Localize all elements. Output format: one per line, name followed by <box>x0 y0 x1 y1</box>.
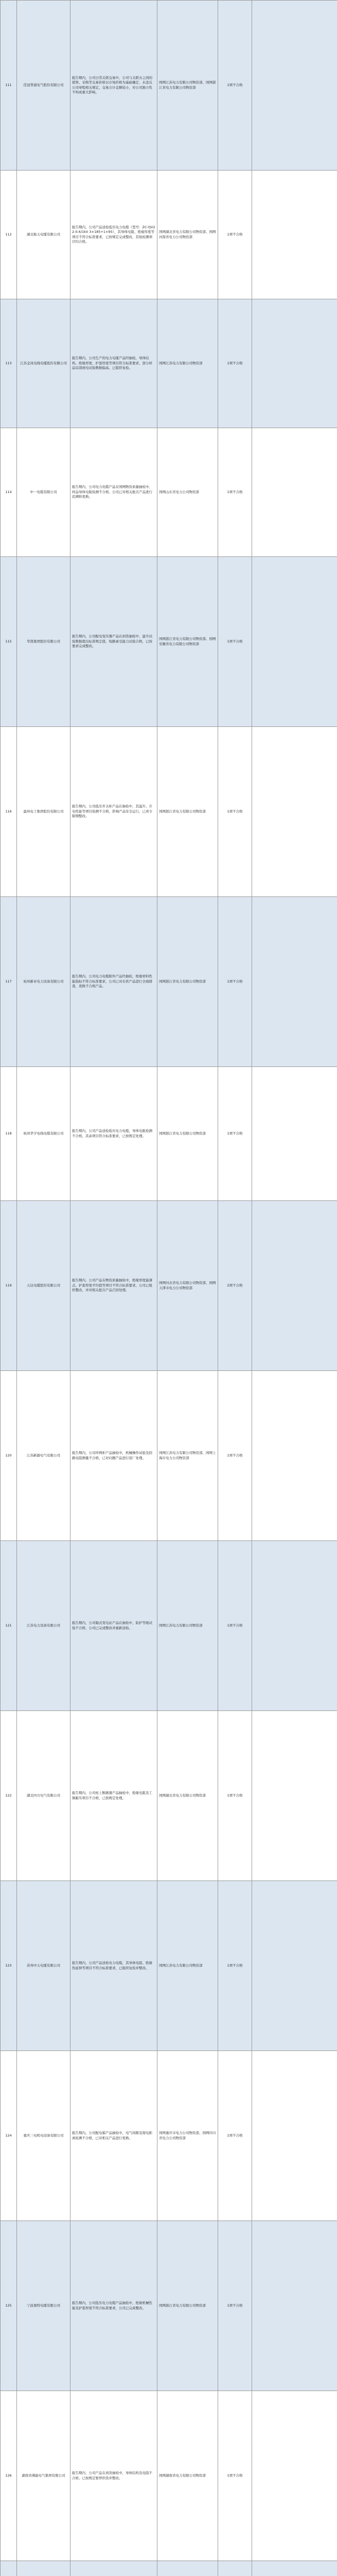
table-row <box>1 2561 337 2576</box>
company-name <box>17 2561 70 2576</box>
result: 1项不合格 <box>218 1881 252 2051</box>
result: 1项不合格 <box>218 727 252 897</box>
department: 国网江苏电力有限公司物资部、国网上海市电力公司物资部 <box>157 1371 218 1541</box>
result: 1项不合格 <box>218 1711 252 1881</box>
result: 1项不合格 <box>218 2051 252 2221</box>
blank-cell <box>252 1371 337 1541</box>
table-row <box>1 1201 337 1371</box>
company-name: 中一电缆有限公司 <box>17 428 70 557</box>
blank-cell <box>252 1541 337 1711</box>
company-name: 温州电工集团股份有限公司 <box>17 727 70 897</box>
blank-cell <box>252 171 337 299</box>
company-name: 佳冠普通电气股份有限公司 <box>17 1 70 171</box>
blank-cell <box>252 2221 337 2391</box>
row-number: 123 <box>1 1881 17 2051</box>
row-number <box>1 2561 17 2576</box>
result: 1项不合格 <box>218 2221 252 2391</box>
table-row <box>1 1881 337 2051</box>
blank-cell <box>252 2391 337 2561</box>
table-row <box>1 2051 337 2221</box>
table-row <box>1 171 337 299</box>
row-number: 113 <box>1 299 17 428</box>
result: 1项不合格 <box>218 2391 252 2561</box>
company-name: 宁波奥特电缆有限公司 <box>17 2221 70 2391</box>
inspection-detail: 报告期内，公司生产的电力电缆产品经抽检，导体结构、绝缘厚度、护套厚度等项目符合标准要求，部分样品局部放电试验数据偏高，已组织复检。 <box>70 299 157 428</box>
row-number: 114 <box>1 428 17 557</box>
inspection-detail: 报告期内，公司柱上断路器产品抽检中，绝缘电阻及工频耐压项目不合格，已按规定处理。 <box>70 1711 157 1881</box>
company-name: 杭州新亚电力设备有限公司 <box>17 897 70 1067</box>
blank-cell <box>252 1881 337 2051</box>
result: 1项不合格 <box>218 171 252 299</box>
inspection-detail: 报告期内，公司箱式变电站产品在抽检中，防护等级试验不合格，公司已完成整改并重新送检。 <box>70 1541 157 1711</box>
blank-cell <box>252 2051 337 2221</box>
row-number: 126 <box>1 2391 17 2561</box>
blank-cell <box>252 428 337 557</box>
row-number: 117 <box>1 897 17 1067</box>
result: 1项不合格 <box>218 299 252 428</box>
table-row <box>1 897 337 1067</box>
table-row <box>1 2221 337 2391</box>
result: 1项不合格 <box>218 1 252 171</box>
inspection-detail: 报告期内，公司电力电缆附件产品经抽检，绝缘材料性能指标不符合标准要求，公司已对在供产品进行全面排查，更换不合格产品。 <box>70 897 157 1067</box>
row-number: 112 <box>1 171 17 299</box>
department: 国网湖南省电力有限公司物资部 <box>157 2391 218 2561</box>
company-name: 华凯集团股份有限公司 <box>17 557 70 727</box>
inspection-detail: 报告期内，公司配电变压器产品在到货抽检中，温升试验数据超出标准规定值，短路承受能力试验合格，已按要求完成整改。 <box>70 557 157 727</box>
inspection-detail: 报告期内，公司低压开关柜产品在抽检中，其温升、介电性能等项目检测不合格，影响产品安全运行，已责令限期整改。 <box>70 727 157 897</box>
inspection-detail: 报告期内，公司产品在物资质量抽检中，绝缘厚度最薄点、护套厚度平均值等项目不符合标准要求，公司已组织整改，并对相关批次产品召回处理。 <box>70 1201 157 1371</box>
company-name: 江苏新源电气有限公司 <box>17 1371 70 1541</box>
department <box>157 2561 218 2576</box>
company-name: 天达电缆股份有限公司 <box>17 1201 70 1371</box>
blank-cell <box>252 1711 337 1881</box>
result: 1项不合格 <box>218 1067 252 1201</box>
department: 国网浙江省电力有限公司物资部 <box>157 1067 218 1201</box>
department: 国网湖北省电力有限公司物资部、国网河南省电力公司物资部 <box>157 171 218 299</box>
company-name: 杭州华宇电线电缆有限公司 <box>17 1067 70 1201</box>
company-name: 江苏金凤电线电缆股份有限公司 <box>17 299 70 428</box>
result: 1项不合格 <box>218 428 252 557</box>
table-row <box>1 727 337 897</box>
row-number: 115 <box>1 557 17 727</box>
inspection-detail: 报告期内，公司低压电力电缆产品抽检中，绝缘机械性能及护套厚度不符合标准要求，公司已完成整改。 <box>70 2221 157 2391</box>
inspection-detail: 报告期内，公司环网柜产品抽检中，机械操作试验及回路电阻测量不合格，已对问题产品进行返厂处理。 <box>70 1371 157 1541</box>
row-number: 124 <box>1 2051 17 2221</box>
company-name: 苏州中天电缆有限公司 <box>17 1881 70 2051</box>
company-name: 湖北四方电气有限公司 <box>17 1711 70 1881</box>
blank-cell <box>252 1 337 171</box>
result <box>218 2561 252 2576</box>
row-number: 121 <box>1 1541 17 1711</box>
result: 1项不合格 <box>218 1371 252 1541</box>
result: 1项不合格 <box>218 1541 252 1711</box>
department: 国网江苏电力有限公司物资部 <box>157 1541 218 1711</box>
company-name: 江苏电力设备有限公司 <box>17 1541 70 1711</box>
blank-cell <box>252 557 337 727</box>
table-row <box>1 1067 337 1201</box>
company-name: 重庆三电机电设备有限公司 <box>17 2051 70 2221</box>
row-number: 119 <box>1 1201 17 1371</box>
department: 国网浙江省电力有限公司物资部、国网安徽省电力有限公司物资部 <box>157 557 218 727</box>
table-row <box>1 1 337 171</box>
department: 国网浙江省电力有限公司物资部 <box>157 2221 218 2391</box>
blank-cell <box>252 299 337 428</box>
table-row <box>1 299 337 428</box>
blank-cell <box>252 1067 337 1201</box>
company-name: 湖北航天电缆有限公司 <box>17 171 70 299</box>
blank-cell <box>252 1201 337 1371</box>
row-number: 118 <box>1 1067 17 1201</box>
blank-cell <box>252 897 337 1067</box>
table-row <box>1 1371 337 1541</box>
row-number: 120 <box>1 1371 17 1541</box>
department: 国网山东省电力公司物资部 <box>157 428 218 557</box>
table-row <box>1 2391 337 2561</box>
inspection-detail: 报告期内，公司产品送检低压电力电缆（型号：ZC-YJV22-0.6/1kV 3×185+1×95），其导体电阻、绝缘厚度等项目不符合标准要求，已按规定完成整改，其他检测项目均合格。 <box>70 171 157 299</box>
table-row <box>1 1541 337 1711</box>
inspection-detail: 报告期内，公司产品送检电力电缆，其导体电阻、绝缘热延伸等项目不符合标准要求，已组织复检并整改。 <box>70 1881 157 2051</box>
inspection-detail: 报告期内，公司产品在到货抽检中，导体结构及电阻不合格，已按规定暂停供货并整改。 <box>70 2391 157 2561</box>
department: 国网湖北省电力有限公司物资部 <box>157 1711 218 1881</box>
department: 国网江苏电力有限公司物资部、国网浙江省电力有限公司物资部 <box>157 1 218 171</box>
department: 国网重庆市电力公司物资部、国网四川省电力公司物资部 <box>157 2051 218 2221</box>
table-row <box>1 1711 337 1881</box>
result: 2项不合格 <box>218 1201 252 1371</box>
company-name: 湖南省湘能电气集团有限公司 <box>17 2391 70 2561</box>
row-number: 111 <box>1 1 17 171</box>
department: 国网浙江省电力有限公司物资部 <box>157 727 218 897</box>
result: 1项不合格 <box>218 557 252 727</box>
inspection-detail <box>70 2561 157 2576</box>
department: 国网浙江省电力有限公司物资部 <box>157 897 218 1067</box>
blank-cell <box>252 2561 337 2576</box>
row-number: 122 <box>1 1711 17 1881</box>
inspection-detail: 报告期内，公司配电箱产品抽检中，电气间隙及爬电距离检测不合格，已对相关产品进行更换。 <box>70 2051 157 2221</box>
inspection-detail: 报告期内，公司电力电缆产品在国网物资质量抽检中，样品导体电阻检测不合格，公司已对相关批次产品进行追溯和更换。 <box>70 428 157 557</box>
inspection-detail: 报告期内，公司产品送检低压电力电缆，导体电阻检测不合格，其余项目符合标准要求，已按规定处理。 <box>70 1067 157 1201</box>
blank-cell <box>252 727 337 897</box>
row-number: 125 <box>1 2221 17 2391</box>
department: 国网江苏电力有限公司物资部 <box>157 299 218 428</box>
row-number: 116 <box>1 727 17 897</box>
result: 1项不合格 <box>218 897 252 1067</box>
table-row <box>1 557 337 727</box>
inspection-detail: 报告期内，公司日常关联交易中，公司与关联方之间的销售、采购等交易价格以市场价格为基础确定，未违反公司章程相关规定，交易合计金额较小，对公司独立性不构成重大影响。 <box>70 1 157 171</box>
department: 国网河北省电力有限公司物资部、国网天津市电力公司物资部 <box>157 1201 218 1371</box>
table-row <box>1 428 337 557</box>
department: 国网江苏电力有限公司物资部 <box>157 1881 218 2051</box>
